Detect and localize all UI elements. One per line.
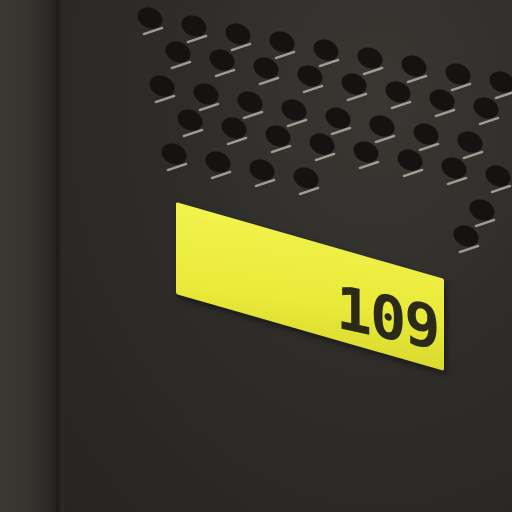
vent-hole-highlight [304,86,322,92]
vent-hole-highlight [348,94,366,100]
vent-hole-highlight [496,92,512,98]
vent-hole-highlight [244,112,262,118]
vent-hole-highlight [300,188,318,194]
vent-hole [486,67,512,96]
vent-hole-highlight [404,170,422,176]
vent-hole-highlight [492,186,510,192]
vent-hole-highlight [156,96,174,102]
vent-hole-highlight [408,76,426,82]
vent-hole-highlight [364,68,382,74]
vent-hole-highlight [320,60,338,66]
vent-hole-highlight [228,138,246,144]
vent-hole-highlight [316,154,334,160]
vent-hole-highlight [376,136,394,142]
locker-number: 109 [335,272,438,365]
vent-hole-highlight [188,36,206,42]
vent-hole-highlight [232,44,250,50]
vent-hole-highlight [464,152,482,158]
vent-hole-highlight [200,104,218,110]
vent-hole-highlight [452,84,470,90]
vent-hole-highlight [476,220,494,226]
vent-hole-highlight [212,172,230,178]
vent-hole-highlight [448,178,466,184]
vent-hole-highlight [436,110,454,116]
vent-hole-highlight [392,102,410,108]
vent-hole-highlight [216,70,234,76]
vent-hole-highlight [420,144,438,150]
vent-hole-highlight [360,162,378,168]
vent-hole-highlight [144,28,162,34]
vent-hole-highlight [288,120,306,126]
vent-hole-highlight [332,128,350,134]
vent-hole-highlight [168,164,186,170]
vent-hole-highlight [260,78,278,84]
vent-hole-highlight [256,180,274,186]
vent-hole-highlight [172,62,190,68]
vent-hole-highlight [272,146,290,152]
vent-hole-highlight [460,246,478,252]
vent-hole-highlight [480,118,498,124]
vent-hole-highlight [184,130,202,136]
vent-hole-highlight [276,52,294,58]
